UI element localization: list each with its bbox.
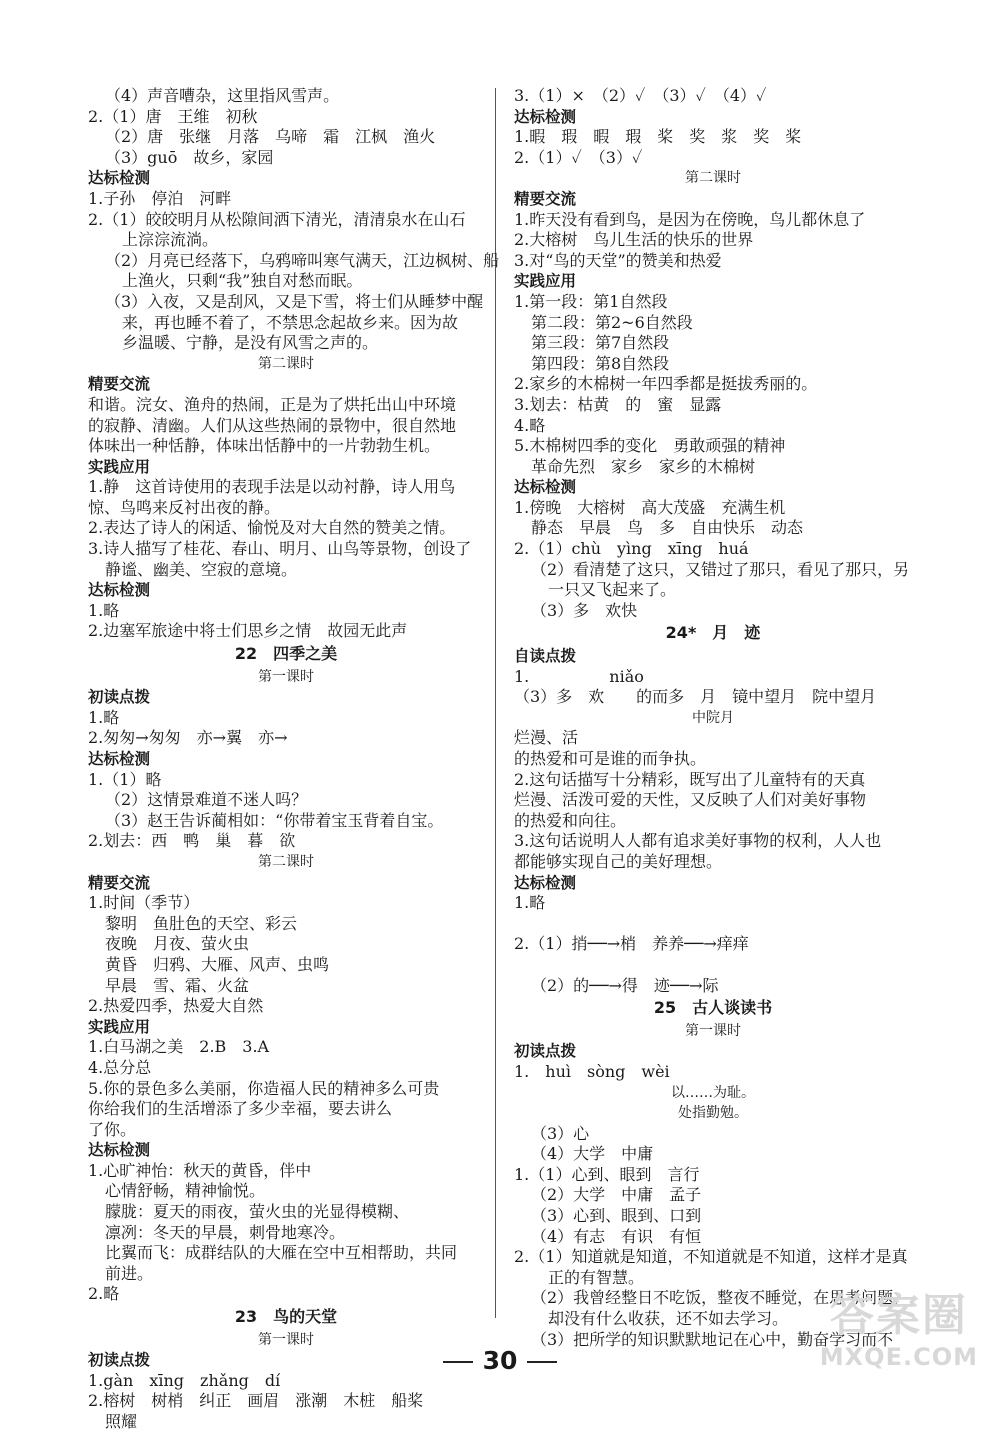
lesson-subtitle: 第一课时 — [685, 1022, 741, 1039]
answer-line: 2.表达了诗人的闲适、愉悦及对大自然的赞美之情。 — [88, 518, 456, 538]
lesson-subtitle: 第一课时 — [258, 668, 314, 685]
answer-line: （3）把所学的知识默默地记在心中，勤奋学习而不 — [531, 1329, 894, 1349]
answer-line: 的热爱和可是谁的而争执。 — [514, 749, 707, 768]
lesson-subtitle: 处指勤勉。 — [678, 1105, 748, 1122]
answer-line: 黎明 鱼肚色的天空、彩云 — [105, 913, 298, 933]
watermark-url: MXQE.COM — [819, 1343, 978, 1371]
answer-line: 1.心旷神怡：秋天的黄昏，伴中 — [88, 1160, 312, 1180]
answer-line: 5.你的景色多么美丽，你造福人民的精神多么可贵 — [88, 1078, 440, 1098]
answer-line: 3.对“鸟的天堂”的赞美和热爱 — [514, 250, 722, 270]
section-heading: 达标检测 — [88, 1141, 151, 1160]
lesson-subtitle: 第一课时 — [258, 1331, 314, 1348]
answer-line: 照耀 — [105, 1412, 138, 1431]
answer-line: 2.这句话描写十分精彩，既写出了儿童特有的天真 — [514, 769, 866, 789]
lesson-subtitle: 第二课时 — [258, 355, 314, 372]
answer-line: 2.（1）唐 王维 初秋 — [88, 106, 258, 126]
answer-line: 乡温暖、宁静，是没有风雪之声的。 — [122, 333, 379, 353]
answer-line: （4）大学 中庸 — [531, 1144, 654, 1164]
answer-line — [514, 914, 912, 935]
answer-line: 1.静 这首诗使用的表现手法是以动衬静，诗人用鸟 — [88, 477, 456, 497]
answer-line: （3）多 欢 的而多 月 镜中望月 院中望月 — [514, 687, 877, 707]
answer-line: 4.略 — [514, 415, 546, 435]
answer-line: 2.（1）知道就是知道，不知道就是不知道，这样才是真 — [514, 1247, 908, 1267]
answer-line: 1.傍晚 大榕树 高大茂盛 充满生机 — [514, 497, 786, 517]
section-heading: 精要交流 — [88, 375, 151, 394]
answer-line: 上渔火，只剩“我”独自对愁而眠。 — [122, 271, 363, 291]
lesson-title: 24* 月 迹 — [665, 623, 761, 643]
page-number-text: 30 — [482, 1346, 518, 1375]
section-heading: 实践应用 — [514, 272, 577, 291]
answer-line: 烂漫、活 — [514, 728, 579, 748]
answer-line: 的寂静、清幽。人们从这些热闹的景物中，很自然地 — [88, 415, 457, 435]
answer-line: 2.略 — [88, 1284, 120, 1304]
answer-line: 1. niǎo — [514, 666, 644, 686]
column-divider — [495, 88, 496, 1318]
answer-line: 2.边塞军旅途中将士们思乡之情 故园无此声 — [88, 621, 408, 641]
answer-line: （2）看清楚了这只，又错过了那只，看见了那只，另 — [531, 559, 910, 579]
answer-line: 和谐。浣女、渔舟的热闹，正是为了烘托出山中环境 — [88, 394, 457, 414]
section-heading: 实践应用 — [88, 457, 151, 476]
answer-line: 夜晚 月夜、萤火虫 — [105, 934, 250, 954]
section-heading: 初读点拨 — [88, 1351, 151, 1370]
answer-line: 2.热爱四季，热爱大自然 — [88, 996, 264, 1016]
answer-line: 3.诗人描写了桂花、春山、明月、山鸟等景物，创设了 — [88, 539, 472, 559]
answer-line: （2）的──→得 迹──→际 — [531, 975, 719, 995]
answer-line: 5.木棉树四季的变化 勇敢顽强的精神 — [514, 436, 786, 456]
answer-line: 静谧、幽美、空寂的意境。 — [105, 559, 298, 579]
answer-line: 3.（1）× （2）✓ （3）✓ （4）✓ — [514, 86, 767, 105]
answer-line: 第二段：第2~6自然段 — [531, 312, 693, 332]
answer-line: 2.（1）chù yìng xīng huá — [514, 539, 749, 559]
answer-line: 1.（1）心到、眼到 言行 — [514, 1164, 700, 1184]
answer-line: 正的有智慧。 — [548, 1267, 645, 1287]
lesson-subtitle: 第二课时 — [685, 170, 741, 187]
answer-line: 2.匆匆→匆匆 亦→翼 亦→ — [88, 728, 288, 748]
answer-line: 烂漫、活泼可爱的天性，又反映了人们对美好事物 — [514, 790, 867, 810]
answer-line: 了你。 — [88, 1119, 137, 1139]
answer-line: 惊、鸟鸣来反衬出夜的静。 — [88, 497, 281, 517]
watermark — [820, 1279, 978, 1371]
answer-line: （3）心到、眼到、口到 — [531, 1206, 702, 1226]
answer-line: 第四段：第8自然段 — [531, 353, 670, 373]
answer-line: 1.略 — [514, 893, 546, 913]
section-heading: 实践应用 — [88, 1017, 151, 1036]
answer-line: 2.（1）捎──→梢 养养──→痒痒 — [514, 934, 749, 954]
section-heading: 初读点拨 — [514, 1042, 577, 1061]
answer-line: 上淙淙流淌。 — [122, 230, 219, 250]
answer-line: （3）多 欢快 — [531, 600, 638, 620]
answer-line: 1.白马湖之美 2.B 3.A — [88, 1037, 270, 1057]
answer-line: 2.（1）✓ （3）✓ — [514, 147, 643, 167]
answer-line: 2.（1）皎皎明月从松隙间洒下清光，清清泉水在山石 — [88, 209, 466, 229]
section-heading: 精要交流 — [88, 873, 151, 892]
answer-line: 4.总分总 — [88, 1057, 152, 1077]
section-heading: 达标检测 — [88, 750, 151, 768]
section-heading: 初读点拨 — [88, 688, 151, 707]
answer-line: （2）月亮已经落下，乌鸦啼叫寒气满天，江边枫树、船 — [105, 250, 500, 270]
answer-line: 比翼而飞：成群结队的大雁在空中互相帮助，共同 — [105, 1243, 458, 1263]
answer-line: 2.划去：西 鸭 巢 暮 欲 — [88, 831, 296, 851]
lesson-title: 25 古人谈读书 — [653, 998, 773, 1018]
answer-line: 心情舒畅，精神愉悦。 — [105, 1181, 266, 1201]
answer-line: （2）这情景难道不迷人吗？ — [105, 790, 308, 810]
answer-line: 却没有什么收获，还不如去学习。 — [548, 1309, 789, 1329]
answer-line: 1.第一段：第1自然段 — [514, 291, 668, 311]
answer-line: 凛冽：冬天的早晨，刺骨地寒冷。 — [105, 1222, 346, 1242]
dash-left — [443, 1361, 473, 1363]
answer-line: 革命先烈 家乡 家乡的木棉树 — [531, 456, 756, 476]
answer-line: 1.（1）略 — [88, 769, 162, 789]
answer-line: 朦胧：夏天的雨夜，萤火虫的光显得模糊、 — [105, 1202, 410, 1222]
answer-line: 3.这句话说明人人都有追求美好事物的权利，人人也 — [514, 831, 882, 851]
answer-line: 1. huì sòng wèi — [514, 1061, 670, 1081]
answer-line — [514, 955, 912, 976]
answer-line: 1.时间（季节） — [88, 893, 200, 913]
answer-line: 1.略 — [88, 707, 120, 727]
lesson-subtitle: 第二课时 — [258, 853, 314, 870]
answer-line: 你给我们的生活增添了多少幸福，要去讲么 — [88, 1099, 393, 1119]
answer-line: 静态 早晨 鸟 多 自由快乐 动态 — [531, 518, 804, 538]
lesson-title: 22 四季之美 — [234, 644, 338, 664]
answer-line: （3）心 — [531, 1123, 590, 1143]
section-heading: 达标检测 — [88, 169, 151, 188]
answer-line: （3）入夜，又是刮风，又是下雪，将士们从睡梦中醒 — [105, 291, 484, 311]
section-heading: 达标检测 — [88, 581, 151, 600]
answer-line: 1.暇 瑕 暇 瑕 桨 奖 浆 奖 桨 — [514, 127, 802, 147]
answer-line: 1.略 — [88, 600, 120, 620]
answer-line: （2）唐 张继 月落 乌啼 霜 江枫 渔火 — [105, 127, 436, 147]
answer-line: 来，再也睡不着了，不禁思念起故乡来。因为故 — [122, 312, 459, 332]
answer-line: 2.家乡的木棉树一年四季都是挺拔秀丽的。 — [514, 374, 818, 394]
answer-line: （4）有志 有识 有恒 — [531, 1226, 702, 1246]
right-column — [514, 86, 912, 1350]
answer-line: 体味出一种恬静，体味出恬静中的一片勃勃生机。 — [88, 436, 441, 456]
answer-line: 3.划去：枯黄 的 蜜 显露 — [514, 394, 722, 414]
answer-line: 早晨 雪、霜、火盆 — [105, 975, 250, 995]
answer-line: 黄昏 归鸦、大雁、风声、虫鸣 — [105, 954, 330, 974]
answer-line: （3）guō 故乡，家园 — [105, 147, 274, 167]
answer-line: 前进。 — [105, 1263, 154, 1283]
lesson-title: 23 鸟的天堂 — [234, 1307, 338, 1327]
section-heading: 自读点拨 — [514, 647, 577, 666]
section-heading: 达标检测 — [514, 107, 577, 126]
answer-line: （2）我曾经整日不吃饭，整夜不睡觉，在思考问题， — [531, 1288, 910, 1308]
watermark-logo-text: 答案圈 — [829, 1290, 968, 1341]
answer-line: 1.昨天没有看到鸟，是因为在傍晚，鸟儿都休息了 — [514, 209, 866, 229]
lesson-subtitle: 以……为耻。 — [671, 1084, 755, 1101]
section-heading: 达标检测 — [514, 873, 577, 892]
answer-line: （4）声音嘈杂，这里指风雪声。 — [105, 86, 340, 105]
answer-line: 2.大榕树 鸟儿生活的快乐的世界 — [514, 230, 754, 250]
answer-line: 的热爱和向往。 — [514, 810, 627, 830]
section-heading: 达标检测 — [514, 478, 577, 497]
dash-right — [527, 1361, 557, 1363]
lesson-subtitle: 中院月 — [692, 709, 734, 726]
answer-line: （3）赵王告诉蔺相如：“你带着宝玉背着自宝。 — [105, 810, 444, 830]
section-heading: 精要交流 — [514, 189, 577, 208]
answer-line: 1.子孙 停泊 河畔 — [88, 188, 232, 208]
answer-line: 都能够实现自己的美好理想。 — [514, 851, 723, 871]
answer-line: 2.榕树 树梢 纠正 画眉 涨潮 木桩 船桨 — [88, 1391, 424, 1411]
answer-line: 第三段：第7自然段 — [531, 333, 670, 353]
answer-line: （2）大学 中庸 孟子 — [531, 1185, 702, 1205]
answer-line: 一只又飞起来了。 — [548, 580, 677, 600]
answer-line: 1.gàn xīng zhǎng dí — [88, 1370, 281, 1390]
